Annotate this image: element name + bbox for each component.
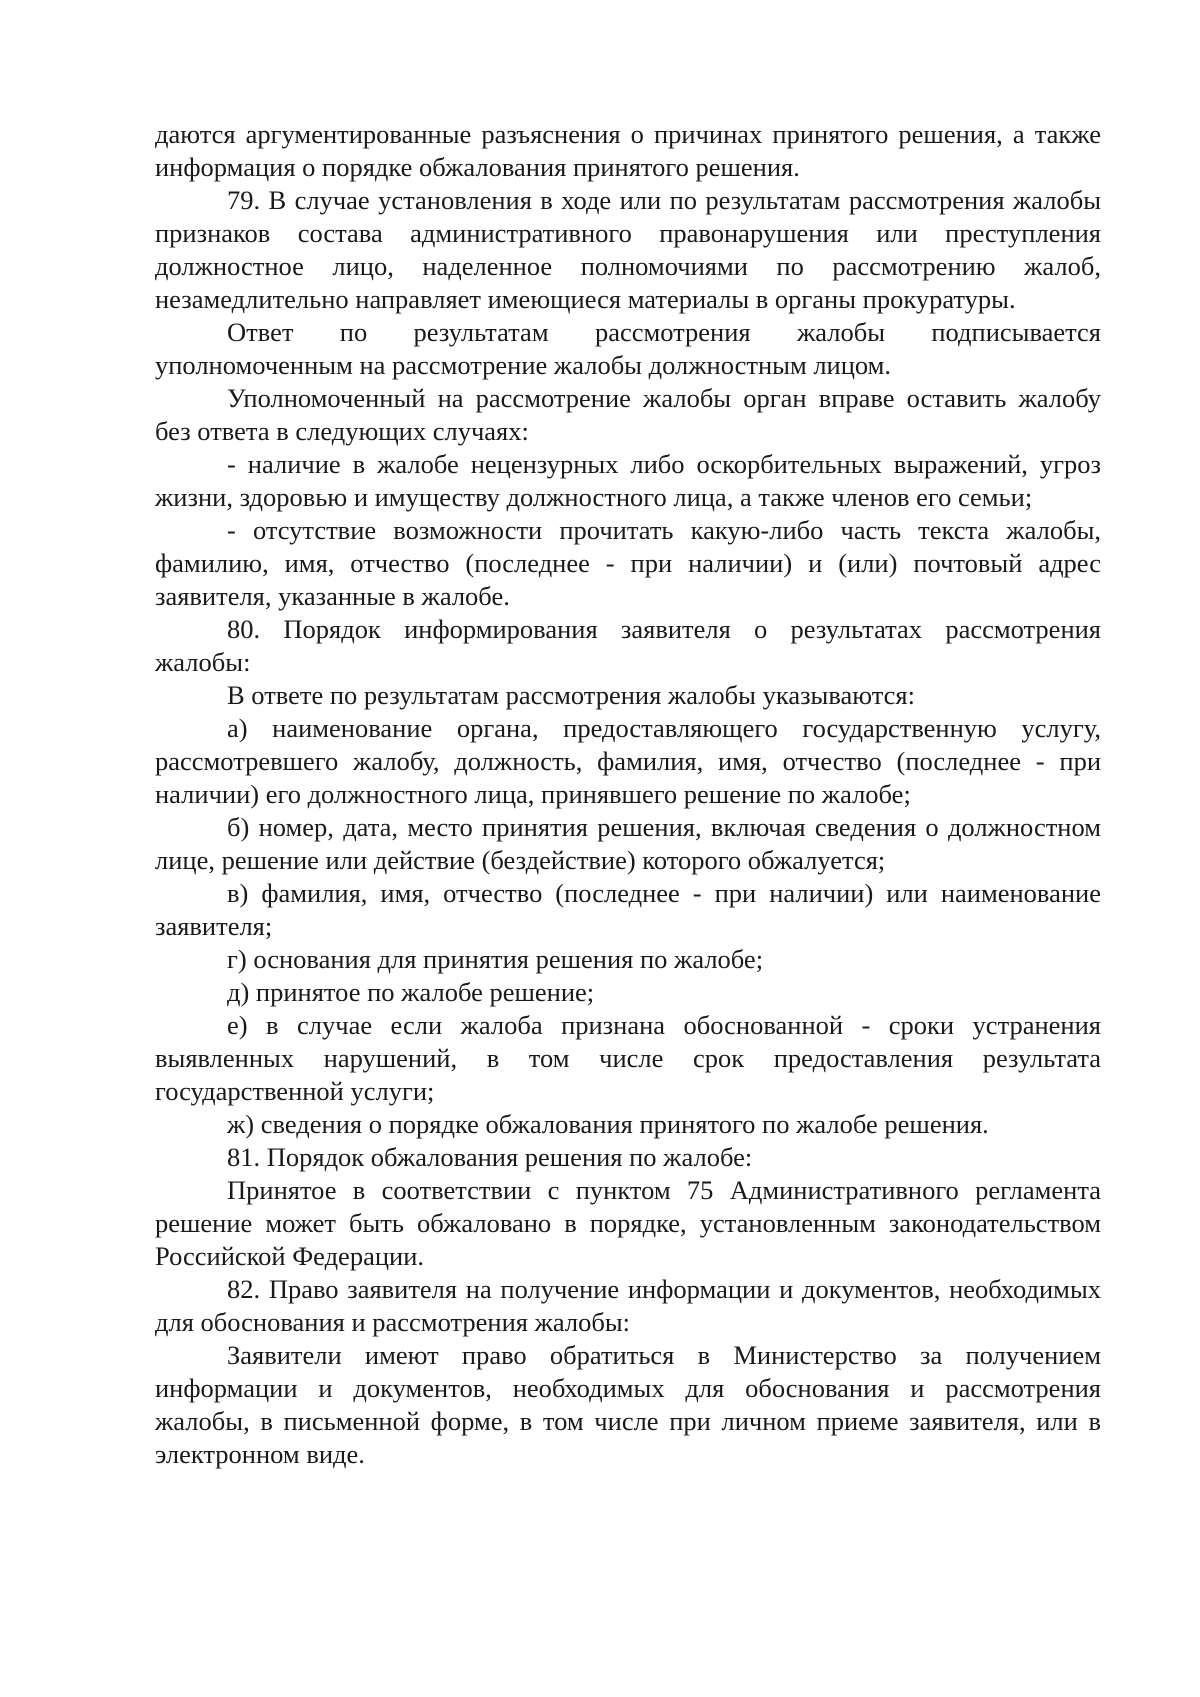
list-item-a: а) наименование органа, предоставляющего государственную услугу, рассмотревшего жалобу, должность, фамилия, имя, отчество (последнее - при наличии) его должностного лица, принявшего решение по жалобе; [155, 713, 1101, 809]
list-item-d: д) принятое по жалобе решение; [227, 977, 595, 1007]
paragraph-leave-without-answer: Уполномоченный на рассмотрение жалобы орган вправе оставить жалобу без ответа в следующих случаях: [155, 383, 1101, 446]
paragraph-81: 81. Порядок обжалования решения по жалобе: [227, 1142, 753, 1172]
list-item-obscene-language: - наличие в жалобе нецензурных либо оскорбительных выражений, угроз жизни, здоровью и имуществу должностного лица, а также членов его семьи; [155, 449, 1101, 512]
paragraph-79: 79. В случае установления в ходе или по результатам рассмотрения жалобы признаков состава административного правонарушения или преступления должностное лицо, наделенное полномочиями по рассмотрению жалоб, незамедлительно направляет имеющиеся материалы в органы прокуратуры. [155, 185, 1101, 314]
list-item-b: б) номер, дата, место принятия решения, включая сведения о должностном лице, решение или действие (бездействие) которого обжалуется; [155, 812, 1101, 875]
list-item-unreadable-text: - отсутствие возможности прочитать какую-либо часть текста жалобы, фамилию, имя, отчество (последнее - при наличии) и (или) почтовый адрес заявителя, указанные в жалобе. [155, 515, 1101, 611]
paragraph-applicant-rights: Заявители имеют право обратиться в Министерство за получением информации и документов, необходимых для обоснования и рассмотрения жалобы, в письменной форме, в том числе при личном приеме заявителя, или в электронном виде. [155, 1340, 1101, 1469]
paragraph-82: 82. Право заявителя на получение информации и документов, необходимых для обоснования и рассмотрения жалобы: [155, 1274, 1101, 1337]
document-body [155, 118, 1101, 1471]
paragraph-decision-appeal: Принятое в соответствии с пунктом 75 Административного регламента решение может быть обжаловано в порядке, установленным законодательством Российской Федерации. [155, 1175, 1101, 1271]
paragraph-response-contents: В ответе по результатам рассмотрения жалобы указываются: [227, 680, 915, 710]
list-item-e: е) в случае если жалоба признана обоснованной - сроки устранения выявленных нарушений, в том числе срок предоставления результата государственной услуги; [155, 1010, 1101, 1106]
list-item-v: в) фамилия, имя, отчество (последнее - при наличии) или наименование заявителя; [155, 878, 1101, 941]
paragraph-continuation: даются аргументированные разъяснения о причинах принятого решения, а также информация о порядке обжалования принятого решения. [155, 119, 1101, 182]
list-item-zh: ж) сведения о порядке обжалования принятого по жалобе решения. [227, 1109, 989, 1139]
paragraph-response-signing: Ответ по результатам рассмотрения жалобы подписывается уполномоченным на рассмотрение жалобы должностным лицом. [155, 317, 1101, 380]
paragraph-80: 80. Порядок информирования заявителя о результатах рассмотрения жалобы: [155, 614, 1101, 677]
list-item-g: г) основания для принятия решения по жалобе; [227, 944, 764, 974]
